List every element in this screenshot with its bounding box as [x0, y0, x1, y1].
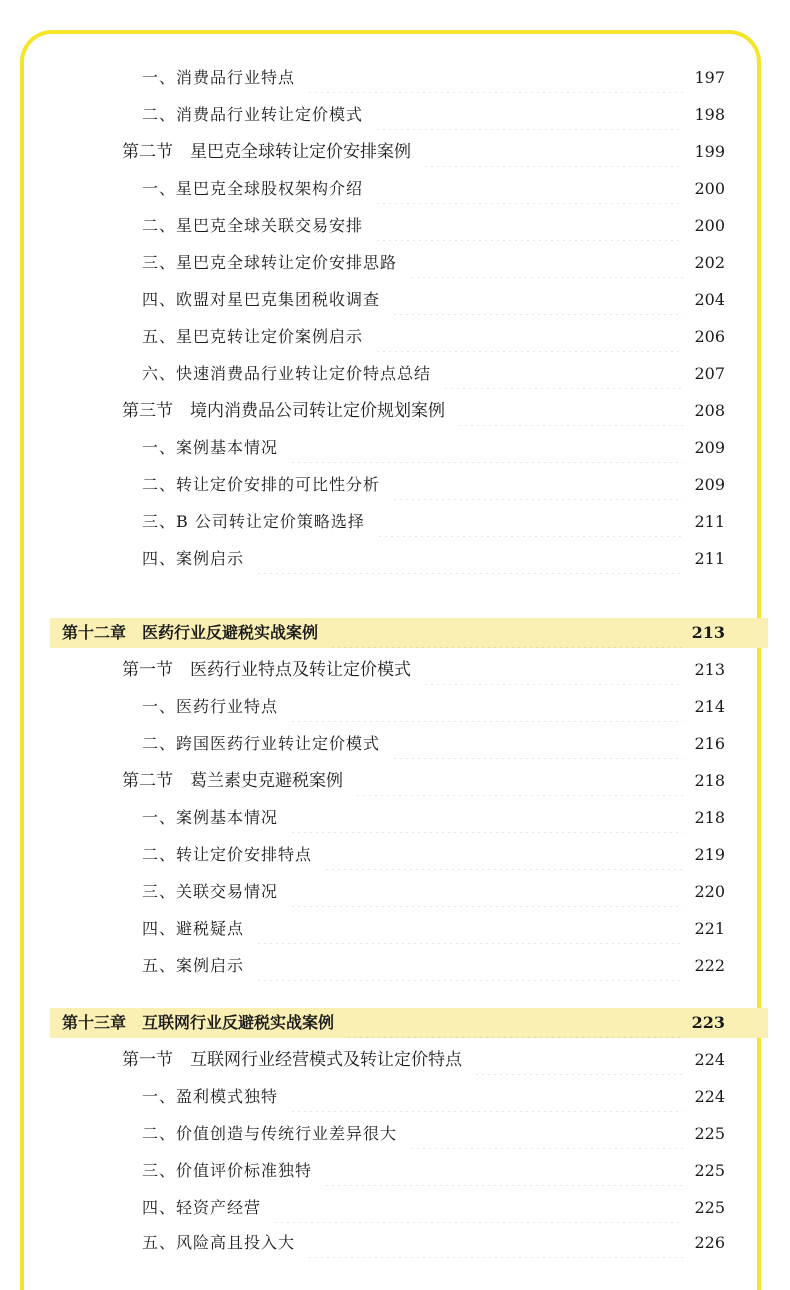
toc-entry-page: 200	[694, 216, 725, 235]
toc-chapter-entry[interactable]	[50, 618, 768, 648]
toc-entry[interactable]	[122, 766, 725, 796]
dot-leader	[324, 840, 683, 870]
dot-leader	[273, 1193, 683, 1223]
toc-entry-page: 225	[694, 1124, 725, 1143]
toc-entry-page: 209	[694, 475, 725, 494]
dot-leader	[423, 137, 683, 167]
toc-entry-title: 第三节 境内消费品公司转让定价规划案例	[122, 401, 445, 421]
toc-entry-page: 214	[694, 697, 725, 716]
dot-leader	[377, 507, 683, 537]
dot-leader	[392, 729, 683, 759]
toc-entry[interactable]	[142, 322, 725, 352]
dot-leader	[290, 433, 683, 463]
toc-entry-title: 四、欧盟对星巴克集团税收调查	[142, 290, 381, 309]
toc-entry-title: 第二节 星巴克全球转让定价安排案例	[122, 142, 411, 162]
toc-entry-title: 三、价值评价标准独特	[142, 1161, 313, 1180]
toc-entry-title: 六、快速消费品行业转让定价特点总结	[142, 364, 432, 383]
toc-entry[interactable]	[142, 1193, 725, 1223]
toc-entry-page: 213	[694, 660, 725, 679]
toc-entry-title: 第十三章 互联网行业反避税实战案例	[62, 1013, 335, 1032]
toc-entry-page: 225	[694, 1161, 725, 1180]
toc-entry-title: 第二节 葛兰素史克避税案例	[122, 771, 343, 791]
toc-entry-title: 四、案例启示	[142, 549, 245, 568]
toc-entry-title: 五、星巴克转让定价案例启示	[142, 327, 364, 346]
dot-leader	[355, 766, 683, 796]
toc-entry-title: 一、案例基本情况	[142, 808, 279, 827]
toc-entry-page: 211	[694, 549, 725, 568]
toc-entry[interactable]	[142, 285, 725, 315]
toc-entry[interactable]	[142, 840, 725, 870]
toc-entry[interactable]	[142, 803, 725, 833]
dot-leader	[375, 322, 683, 352]
toc-entry[interactable]	[142, 1156, 725, 1186]
toc-entry-title: 一、案例基本情况	[142, 438, 279, 457]
toc-entry-page: 199	[694, 142, 725, 161]
dot-leader	[290, 692, 683, 722]
toc-entry-title: 一、盈利模式独特	[142, 1087, 279, 1106]
toc-entry[interactable]	[142, 359, 725, 389]
dot-leader	[423, 655, 683, 685]
dot-leader	[409, 248, 683, 278]
toc-entry[interactable]	[142, 951, 725, 981]
toc-entry-page: 220	[694, 882, 725, 901]
toc-entry-title: 第十二章 医药行业反避税实战案例	[62, 623, 319, 642]
dot-leader	[392, 470, 683, 500]
toc-entry-title: 一、消费品行业特点	[142, 68, 296, 87]
toc-entry[interactable]	[142, 1082, 725, 1112]
toc-entry[interactable]	[142, 507, 725, 537]
toc-entry-title: 五、案例启示	[142, 956, 245, 975]
toc-entry-page: 223	[691, 1013, 725, 1032]
toc-entry-page: 216	[694, 734, 725, 753]
toc-entry-title: 三、B 公司转让定价策略选择	[142, 512, 365, 531]
dot-leader	[256, 951, 683, 981]
toc-entry-page: 206	[694, 327, 725, 346]
toc-entry[interactable]	[142, 100, 725, 130]
toc-entry[interactable]	[142, 63, 725, 93]
toc-entry-page: 226	[694, 1233, 725, 1252]
toc-entry-title: 三、关联交易情况	[142, 882, 279, 901]
toc-entry[interactable]	[142, 1119, 725, 1149]
toc-entry-page: 197	[694, 68, 725, 87]
toc-entry[interactable]	[122, 655, 725, 685]
dot-leader	[375, 211, 683, 241]
toc-entry-page: 219	[694, 845, 725, 864]
toc-entry[interactable]	[142, 877, 725, 907]
toc-entry-title: 第一节 互联网行业经营模式及转让定价特点	[122, 1050, 462, 1070]
dot-leader	[375, 174, 683, 204]
toc-entry-page: 221	[694, 919, 725, 938]
toc-entry-page: 209	[694, 438, 725, 457]
dot-leader	[392, 285, 683, 315]
toc-entry-title: 四、避税疑点	[142, 919, 245, 938]
toc-entry-page: 218	[694, 808, 725, 827]
toc-entry-title: 二、跨国医药行业转让定价模式	[142, 734, 381, 753]
dot-leader	[290, 1082, 683, 1112]
dot-leader	[409, 1119, 683, 1149]
toc-entry[interactable]	[142, 544, 725, 574]
toc-entry-title: 二、星巴克全球关联交易安排	[142, 216, 364, 235]
toc-entry-title: 一、星巴克全球股权架构介绍	[142, 179, 364, 198]
toc-entry-title: 四、轻资产经营	[142, 1198, 262, 1217]
toc-entry-title: 三、星巴克全球转让定价安排思路	[142, 253, 398, 272]
toc-entry-title: 第一节 医药行业特点及转让定价模式	[122, 660, 411, 680]
toc-entry[interactable]	[142, 248, 725, 278]
toc-entry-title: 二、转让定价安排的可比性分析	[142, 475, 381, 494]
toc-chapter-entry[interactable]	[50, 1008, 768, 1038]
toc-entry-page: 202	[694, 253, 725, 272]
toc-entry-page: 213	[691, 623, 725, 642]
toc-entry-page: 218	[694, 771, 725, 790]
toc-entry-title: 二、转让定价安排特点	[142, 845, 313, 864]
toc-entry-page: 211	[694, 512, 725, 531]
dot-leader	[256, 544, 683, 574]
dot-leader	[346, 1008, 683, 1038]
toc-entry-page: 207	[694, 364, 725, 383]
toc-entry-page: 204	[694, 290, 725, 309]
toc-entry[interactable]	[142, 1228, 725, 1258]
dot-leader	[457, 396, 683, 426]
dot-leader	[324, 1156, 683, 1186]
toc-entry-title: 二、价值创造与传统行业差异很大	[142, 1124, 398, 1143]
toc-entry-page: 224	[694, 1087, 725, 1106]
toc-entry-page: 225	[694, 1198, 725, 1217]
toc-entry-page: 200	[694, 179, 725, 198]
dot-leader	[290, 803, 683, 833]
dot-leader	[256, 914, 683, 944]
dot-leader	[443, 359, 683, 389]
dot-leader	[474, 1045, 683, 1075]
toc-entry[interactable]	[142, 433, 725, 463]
toc-entry[interactable]	[122, 137, 725, 167]
toc-entry-page: 224	[694, 1050, 725, 1069]
toc-entry[interactable]	[142, 174, 725, 204]
toc-entry-title: 一、医药行业特点	[142, 697, 279, 716]
toc-entry-page: 198	[694, 105, 725, 124]
toc-entry[interactable]	[142, 470, 725, 500]
toc-entry[interactable]	[122, 1045, 725, 1075]
dot-leader	[330, 618, 683, 648]
toc-entry-page: 208	[694, 401, 725, 420]
toc-entry-page: 222	[694, 956, 725, 975]
dot-leader	[307, 63, 683, 93]
toc-entry[interactable]	[142, 692, 725, 722]
toc-entry[interactable]	[142, 729, 725, 759]
dot-leader	[375, 100, 683, 130]
toc-entry-title: 五、风险高且投入大	[142, 1233, 296, 1252]
toc-entry[interactable]	[142, 211, 725, 241]
toc-entry[interactable]	[142, 914, 725, 944]
toc-entry[interactable]	[122, 396, 725, 426]
toc-entry-title: 二、消费品行业转让定价模式	[142, 105, 364, 124]
dot-leader	[307, 1228, 683, 1258]
dot-leader	[290, 877, 683, 907]
